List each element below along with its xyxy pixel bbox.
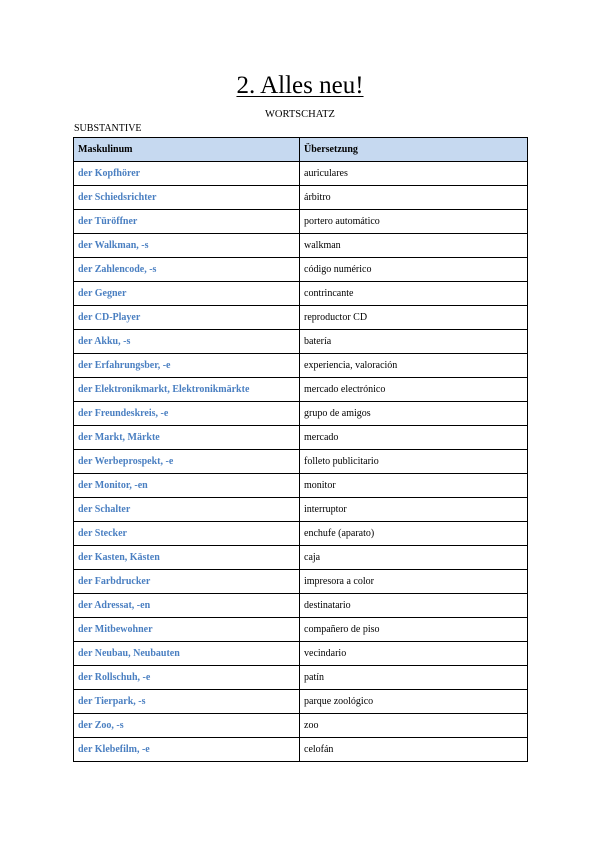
translation-cell: interruptor [300, 498, 528, 522]
translation-cell: reproductor CD [300, 306, 528, 330]
table-row [74, 738, 528, 762]
german-term-cell: der CD-Player [74, 306, 300, 330]
german-term-cell: der Monitor, -en [74, 474, 300, 498]
german-term-cell: der Erfahrungsber, -e [74, 354, 300, 378]
table-row [74, 450, 528, 474]
page-title: 2. Alles neu! [236, 72, 364, 99]
german-term-cell: der Farbdrucker [74, 570, 300, 594]
translation-cell: parque zoológico [300, 690, 528, 714]
german-term-cell: der Kopfhörer [74, 162, 300, 186]
translation-cell: walkman [300, 234, 528, 258]
translation-cell: monitor [300, 474, 528, 498]
column-header-german: Maskulinum [74, 138, 300, 162]
translation-cell: zoo [300, 714, 528, 738]
translation-cell: caja [300, 546, 528, 570]
table-row [74, 714, 528, 738]
german-term-cell: der Klebefilm, -e [74, 738, 300, 762]
table-row [74, 690, 528, 714]
german-term-cell: der Tierpark, -s [74, 690, 300, 714]
german-term-cell: der Walkman, -s [74, 234, 300, 258]
vocabulary-rows [74, 162, 528, 762]
table-row [74, 354, 528, 378]
table-row [74, 426, 528, 450]
german-term-cell: der Adressat, -en [74, 594, 300, 618]
german-term-cell: der Schiedsrichter [74, 186, 300, 210]
german-term-cell: der Gegner [74, 282, 300, 306]
german-term-cell: der Stecker [74, 522, 300, 546]
table-row [74, 330, 528, 354]
translation-cell: árbitro [300, 186, 528, 210]
translation-cell: experiencia, valoración [300, 354, 528, 378]
translation-cell: compañero de piso [300, 618, 528, 642]
table-header-row [74, 138, 528, 162]
table-row [74, 570, 528, 594]
translation-cell: impresora a color [300, 570, 528, 594]
german-term-cell: der Werbeprospekt, -e [74, 450, 300, 474]
table-row [74, 474, 528, 498]
table-row [74, 402, 528, 426]
translation-cell: grupo de amigos [300, 402, 528, 426]
translation-cell: folleto publicitario [300, 450, 528, 474]
german-term-cell: der Markt, Märkte [74, 426, 300, 450]
translation-cell: batería [300, 330, 528, 354]
table-row [74, 306, 528, 330]
table-row [74, 498, 528, 522]
page-subtitle: WORTSCHATZ [265, 109, 335, 120]
vocabulary-table [73, 137, 528, 762]
table-row [74, 642, 528, 666]
translation-cell: portero automático [300, 210, 528, 234]
translation-cell: celofán [300, 738, 528, 762]
german-term-cell: der Zoo, -s [74, 714, 300, 738]
german-term-cell: der Elektronikmarkt, Elektronikmärkte [74, 378, 300, 402]
table-row [74, 378, 528, 402]
table-row [74, 522, 528, 546]
table-row [74, 210, 528, 234]
table-row [74, 282, 528, 306]
table-row [74, 162, 528, 186]
german-term-cell: der Türöffner [74, 210, 300, 234]
table-row [74, 546, 528, 570]
german-term-cell: der Rollschuh, -e [74, 666, 300, 690]
german-term-cell: der Kasten, Kästen [74, 546, 300, 570]
german-term-cell: der Freundeskreis, -e [74, 402, 300, 426]
table-row [74, 618, 528, 642]
german-term-cell: der Mitbewohner [74, 618, 300, 642]
translation-cell: auriculares [300, 162, 528, 186]
translation-cell: vecindario [300, 642, 528, 666]
translation-cell: patín [300, 666, 528, 690]
translation-cell: código numérico [300, 258, 528, 282]
table-row [74, 666, 528, 690]
translation-cell: destinatario [300, 594, 528, 618]
table-row [74, 234, 528, 258]
translation-cell: mercado electrónico [300, 378, 528, 402]
german-term-cell: der Schalter [74, 498, 300, 522]
translation-cell: enchufe (aparato) [300, 522, 528, 546]
german-term-cell: der Zahlencode, -s [74, 258, 300, 282]
translation-cell: mercado [300, 426, 528, 450]
german-term-cell: der Akku, -s [74, 330, 300, 354]
table-row [74, 258, 528, 282]
table-row [74, 186, 528, 210]
translation-cell: contrincante [300, 282, 528, 306]
table-row [74, 594, 528, 618]
column-header-translation: Übersetzung [300, 138, 528, 162]
german-term-cell: der Neubau, Neubauten [74, 642, 300, 666]
section-heading: SUBSTANTIVE [74, 123, 142, 134]
